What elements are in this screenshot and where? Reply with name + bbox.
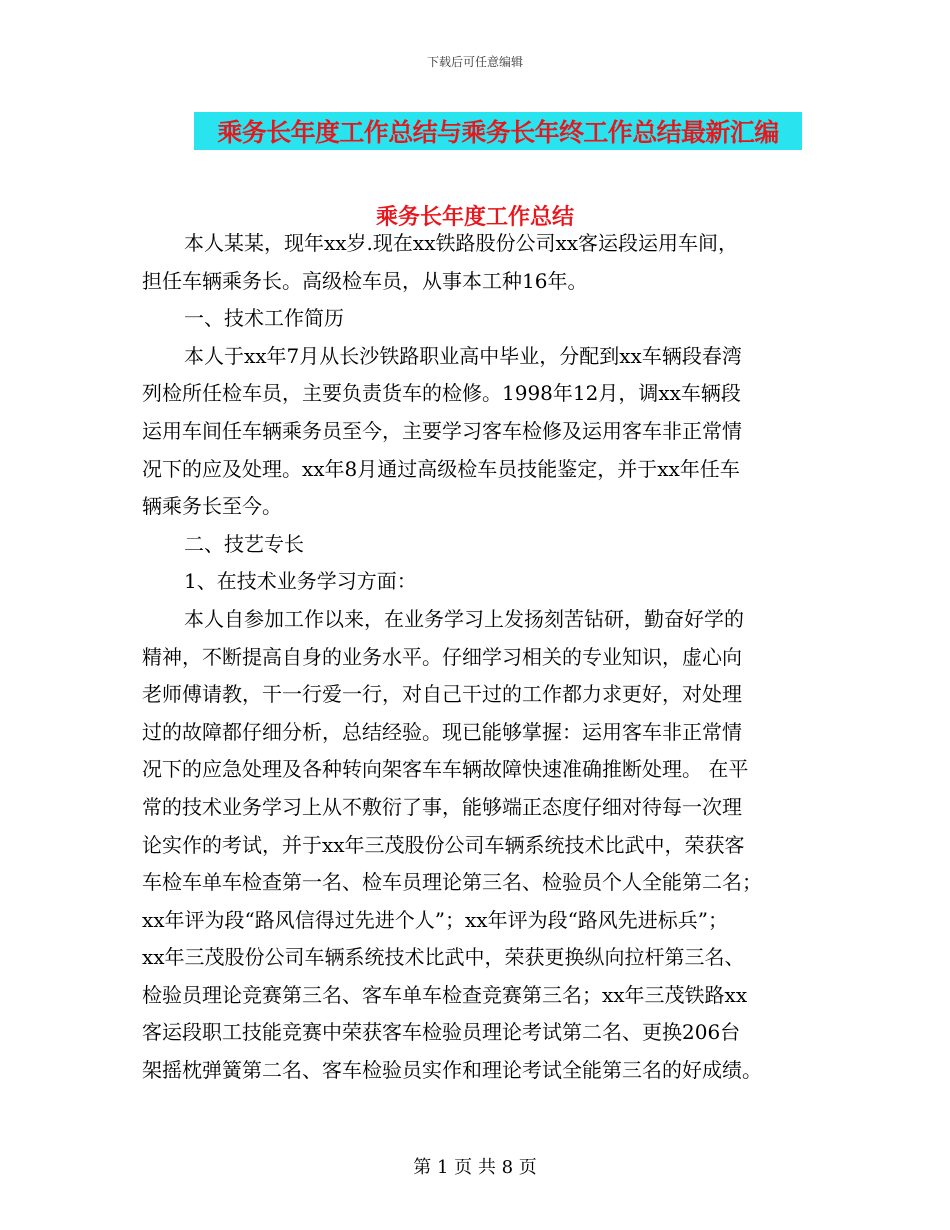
body-line: 运用车间任车辆乘务员至今，主要学习客车检修及运用客车非正常情 (142, 418, 742, 443)
body-line: 担任车辆乘务长。高级检车员，从事本工种16年。 (142, 268, 588, 293)
body-text (142, 225, 814, 1090)
body-line: 辆乘务长至今。 (142, 494, 282, 519)
body-line: 过的故障都仔细分析，总结经验。现已能够掌握：运用客车非正常情 (142, 719, 742, 744)
main-title: 乘务长年度工作总结与乘务长年终工作总结最新汇编 (194, 112, 802, 150)
header-note: 下载后可任意编辑 (426, 55, 523, 69)
body-line: 精神，不断提高自身的业务水平。仔细学习相关的专业知识，虚心向 (142, 644, 742, 669)
body-line: 本人某某，现年xx岁.现在xx铁路股份公司xx客运段运用车间， (184, 231, 739, 255)
body-line: 本人自参加工作以来，在业务学习上发扬刻苦钻研，勤奋好学的 (184, 606, 744, 631)
heading-line: 二、技艺专长 (184, 531, 304, 556)
page-footer: 第 1 页 共 8 页 (413, 1157, 537, 1178)
body-line: 常的技术业务学习上从不敷衍了事，能够端正态度仔细对待每一次理 (142, 794, 742, 819)
body-line: 况下的应及处理。xx年8月通过高级检车员技能鉴定，并于xx年任车 (142, 456, 740, 481)
body-line: xx年三茂股份公司车辆系统技术比武中，荣获更换纵向拉杆第三名、 (142, 945, 745, 970)
body-line: 车检车单车检查第一名、检车员理论第三名、检验员个人全能第二名； (142, 870, 762, 895)
subheading-line: 1、在技术业务学习方面： (184, 569, 417, 594)
body-line: xx年评为段“路风信得过先进个人”；xx年评为段“路风先进标兵”； (142, 907, 729, 932)
body-line: 论实作的考试，并于xx年三茂股份公司车辆系统技术比武中，荣获客 (142, 832, 745, 857)
body-line: 架摇枕弹簧第二名、客车检验员实作和理论考试全能第三名的好成绩。 (142, 1058, 762, 1083)
body-line: 客运段职工技能竞赛中荣获客车检验员理论考试第二名、更换206台 (142, 1020, 741, 1045)
heading-line: 一、技术工作简历 (184, 306, 344, 331)
section-title: 乘务长年度工作总结 (375, 205, 574, 230)
body-line: 况下的应急处理及各种转向架客车车辆故障快速准确推断处理。 在平 (142, 757, 749, 782)
body-line: 老师傅请教，干一行爱一行，对自己干过的工作都力求更好，对处理 (142, 682, 742, 707)
body-line: 检验员理论竞赛第三名、客车单车检查竞赛第三名；xx年三茂铁路xx (142, 982, 748, 1007)
body-line: 本人于xx年7月从长沙铁路职业高中毕业，分配到xx车辆段春湾 (184, 343, 742, 368)
body-line: 列检所任检车员，主要负责货车的检修。1998年12月，调xx车辆段 (142, 381, 741, 406)
